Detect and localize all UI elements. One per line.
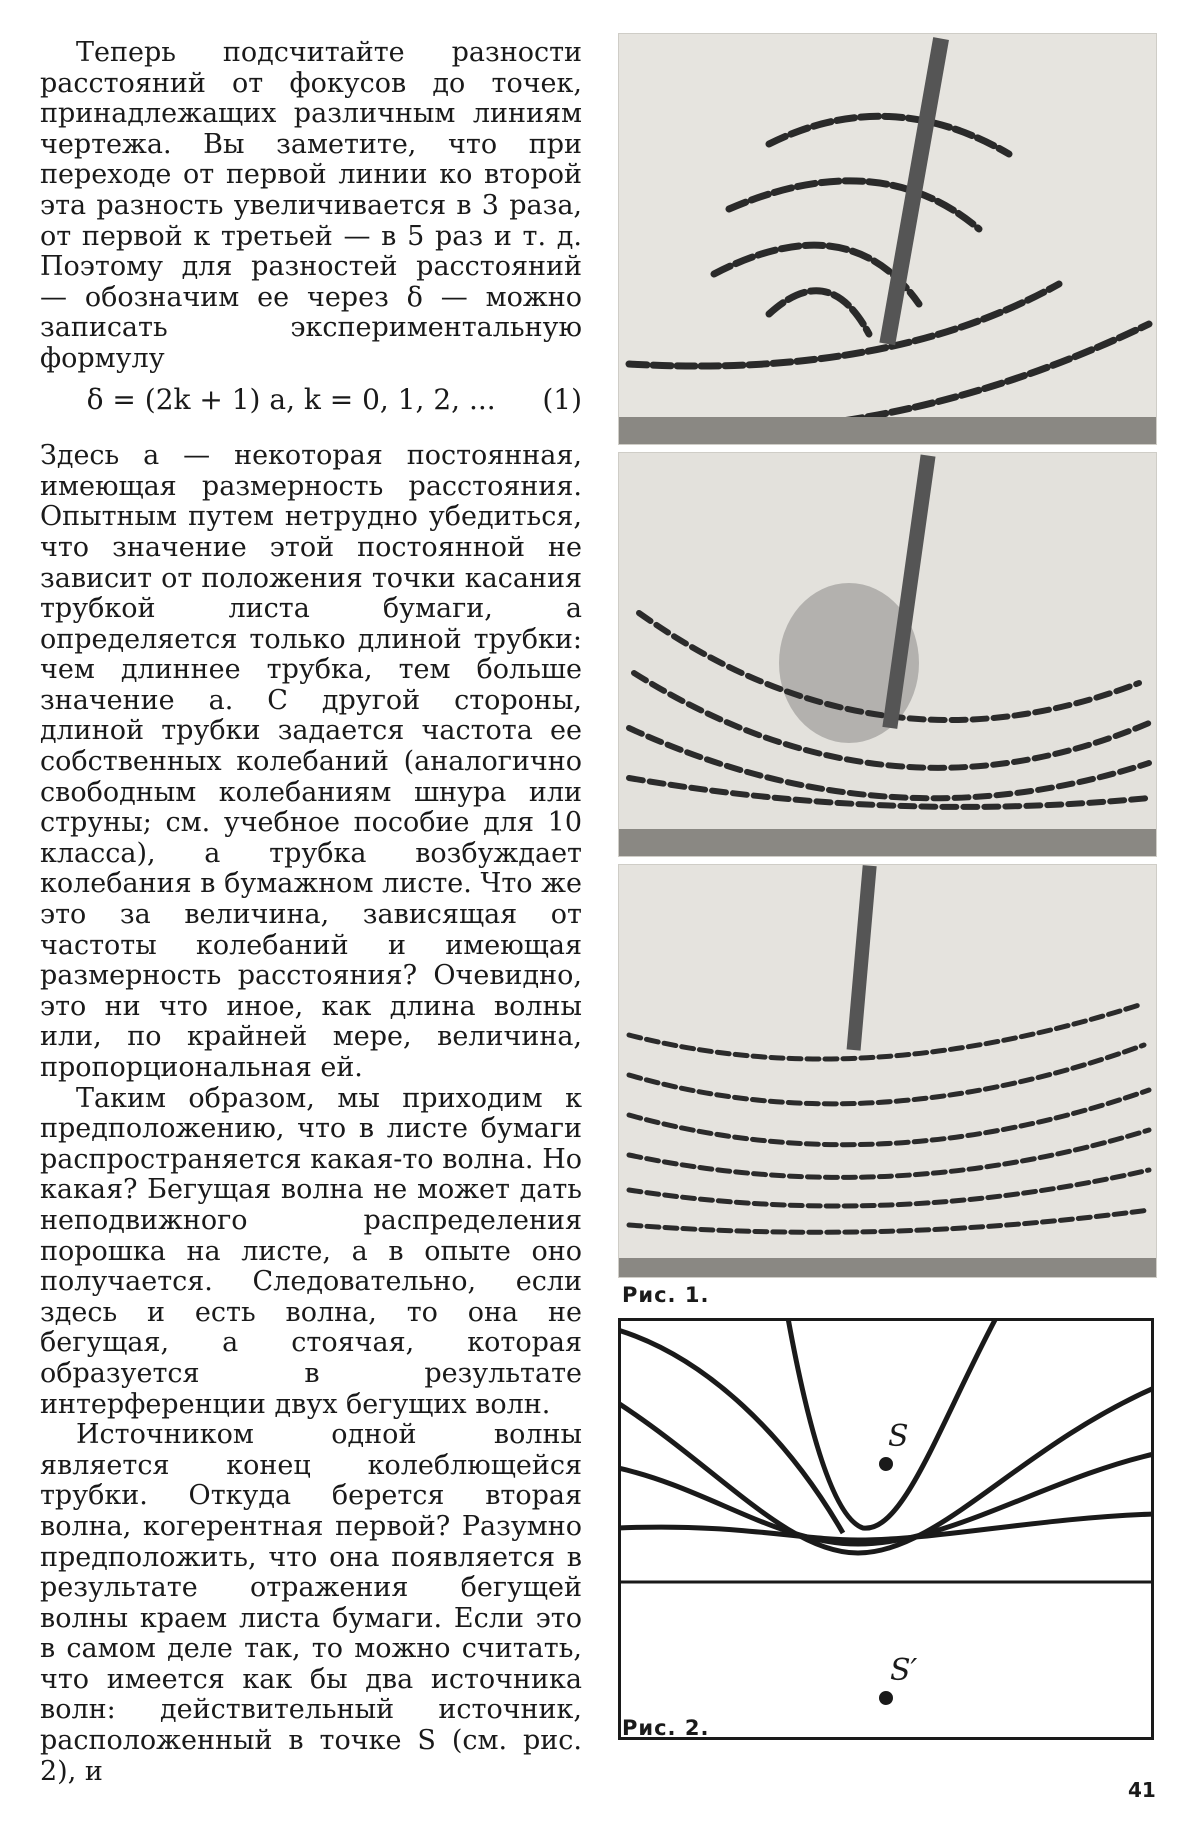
paragraph-2: Здесь a — некоторая постоянная, имеющая размерность расстояния. Опытным путем нетрудно убедиться, что значение этой постоянной не зависит от положения точки касания трубкой листа бумаги, а определяется только длиной трубки: чем длиннее трубка, тем больше значение a. С другой стороны, длиной трубки задается частота ее собственных колебаний (аналогично свободным колебаниям шнура или струны; см. учебное пособие для 10 класса), а трубка возбуждает колебания в бумажном листе. Что же это за величина, зависящая от частоты колебаний и имеющая размерность расстояния? Очевидно, это ни что иное, как длина волны или, по крайней мере, величина, пропорциональная ей. (40, 440, 582, 1083)
fig1-photo-3 (618, 864, 1157, 1278)
fig2-diagram (618, 1318, 1154, 1740)
fig2-label-S-prime: S′ (890, 1653, 918, 1688)
fig2-point-S (879, 1457, 893, 1471)
formula-expression: δ = (2k + 1) a, k = 0, 1, 2, ... (86, 382, 496, 416)
paragraph-1: Теперь подсчитайте разности расстояний от фокусов до точек, принадлежащих различным линиям чертежа. Вы заметите, что при переходе от первой линии ко второй эта разность увеличивается в 3 раза, от первой к третьей — в 5 раз и т. д. Поэтому для разностей расстояний — обозначим ее через δ — можно записать экспериментальную формулу (40, 37, 582, 374)
fig1-photo-2 (618, 452, 1157, 857)
formula-1 (40, 382, 582, 416)
fig2-label-S: S (888, 1419, 909, 1454)
page-number: 41 (1128, 1778, 1156, 1802)
fig2-point-S-prime (879, 1691, 893, 1705)
paragraph-4: Источником одной волны является конец колеблющейся трубки. Откуда берется вторая волна, когерентная первой? Разумно предположить, что она появляется в результате отражения бегущей волны краем листа бумаги. Если это в самом деле так, то можно считать, что имеется как бы два источника волн: действительный источник, расположенный в точке S (см. рис. 2), и (40, 1419, 582, 1787)
paragraph-3: Таким образом, мы приходим к предположению, что в листе бумаги распространяется какая-то волна. Но какая? Бегущая волна не может дать неподвижного распределения порошка на листе, а в опыте оно получается. Следовательно, если здесь и есть волна, то она не бегущая, а стоячая, которая образуется в результате интерференции двух бегущих волн. (40, 1082, 582, 1420)
fig1-caption: Рис. 1. (622, 1283, 710, 1307)
formula-number: (1) (542, 382, 582, 416)
fig2-caption: Рис. 2. (622, 1716, 710, 1740)
fig1-photo-1 (618, 33, 1157, 445)
text-column (40, 38, 582, 1787)
